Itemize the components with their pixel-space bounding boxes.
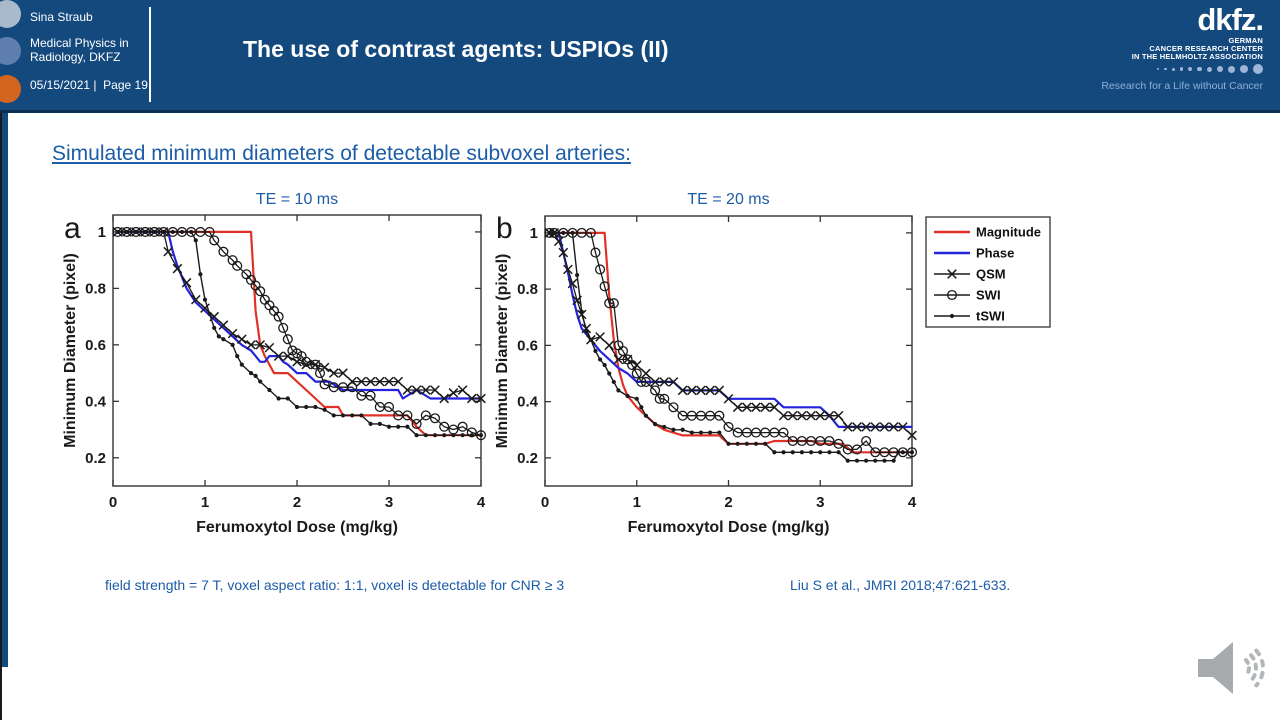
date-and-page: 05/15/2021 | Page 19 [30, 78, 148, 92]
svg-text:0.8: 0.8 [517, 281, 538, 299]
svg-text:1: 1 [529, 224, 538, 242]
svg-text:0.8: 0.8 [85, 280, 106, 298]
footnote-text: field strength = 7 T, voxel aspect ratio: 1:1, voxel is detectable for CNR ≥ 3 [105, 577, 565, 593]
svg-text:b: b [496, 212, 513, 245]
svg-text:1: 1 [200, 494, 210, 511]
content-heading: Simulated minimum diameters of detectable subvoxel arteries: [52, 142, 631, 165]
svg-text:0.4: 0.4 [517, 393, 538, 411]
header-divider [149, 7, 151, 102]
svg-text:0.6: 0.6 [85, 336, 106, 354]
dkfz-logo-line1: GERMAN [1228, 36, 1263, 45]
dkfz-logo: dkfz. [1197, 2, 1263, 37]
svg-text:0.4: 0.4 [85, 393, 106, 411]
svg-text:2: 2 [724, 494, 733, 511]
svg-text:Ferumoxytol Dose (mg/kg): Ferumoxytol Dose (mg/kg) [627, 519, 830, 536]
svg-text:1: 1 [632, 494, 641, 511]
svg-text:3: 3 [816, 494, 825, 511]
svg-text:4: 4 [476, 494, 486, 511]
header-bar [0, 0, 1280, 113]
svg-text:SWI: SWI [976, 287, 1001, 303]
svg-text:0: 0 [540, 494, 550, 511]
chart-te20 [492, 188, 934, 550]
svg-text:0.2: 0.2 [517, 449, 538, 467]
svg-text:QSM: QSM [976, 266, 1006, 282]
svg-text:0: 0 [108, 494, 118, 511]
svg-text:TE = 20 ms: TE = 20 ms [687, 191, 770, 208]
bullet-circle-blue-icon [0, 37, 21, 65]
svg-text:0.2: 0.2 [85, 449, 106, 467]
dkfz-tagline: Research for a Life without Cancer [1101, 80, 1263, 92]
svg-text:Minimum Diameter (pixel): Minimum Diameter (pixel) [62, 253, 79, 448]
svg-text:Magnitude: Magnitude [976, 224, 1041, 240]
dkfz-dots-icon [1128, 62, 1263, 76]
affiliation-line2: Radiology, DKFZ [30, 50, 121, 64]
dkfz-logo-line3: IN THE HELMHOLTZ ASSOCIATION [1131, 52, 1263, 61]
svg-text:tSWI: tSWI [976, 308, 1005, 324]
chart-te10 [60, 188, 502, 550]
left-edge-line [0, 113, 2, 720]
svg-text:TE = 10 ms: TE = 10 ms [255, 191, 339, 208]
svg-text:Minimum Diameter (pixel): Minimum Diameter (pixel) [494, 253, 511, 449]
bullet-circle-gray-icon [0, 0, 21, 28]
dkfz-logo-line2: CANCER RESEARCH CENTER [1149, 44, 1263, 53]
audio-speaker-icon[interactable] [1190, 634, 1272, 706]
svg-text:Phase: Phase [976, 245, 1015, 261]
svg-text:2: 2 [292, 494, 302, 511]
bullet-circle-orange-icon [0, 75, 21, 103]
svg-text:4: 4 [907, 494, 917, 511]
affiliation-line1: Medical Physics in [30, 36, 129, 50]
svg-text:a: a [64, 212, 81, 245]
presenter-name: Sina Straub [30, 10, 93, 24]
slide-title: The use of contrast agents: USPIOs (II) [243, 36, 669, 62]
svg-text:0.6: 0.6 [517, 337, 538, 355]
chart-legend [925, 216, 1052, 329]
citation-text: Liu S et al., JMRI 2018;47:621-633. [790, 577, 1011, 593]
svg-text:3: 3 [384, 494, 394, 511]
svg-text:1: 1 [97, 223, 106, 241]
svg-text:Ferumoxytol Dose (mg/kg): Ferumoxytol Dose (mg/kg) [196, 519, 398, 536]
